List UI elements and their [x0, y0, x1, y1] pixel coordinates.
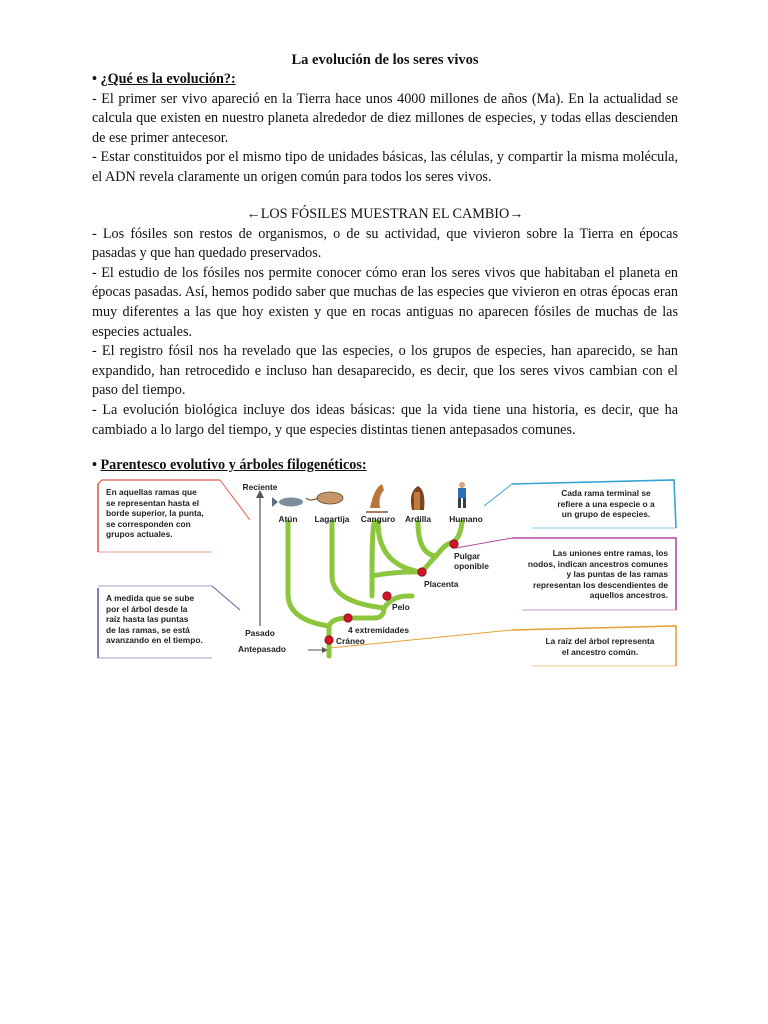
- callout-line: raíz hasta las puntas: [106, 614, 189, 625]
- species-label: Canguro: [360, 514, 396, 524]
- callout-line: refiere a una especie o a: [557, 498, 655, 509]
- callout-line: nodos, indican ancestros comunes: [527, 558, 668, 569]
- callout-line: A medida que se sube: [106, 593, 195, 603]
- paragraph: - Estar constituidos por el mismo tipo de unidades básicas, las células, y compartir la misma molécula, el ADN revela claramente un origen común para todos los seres vivos.: [92, 149, 678, 185]
- trait-label: Cráneo: [336, 636, 365, 646]
- callout-line: aquellos ancestros.: [589, 590, 668, 601]
- bullet: •: [92, 71, 97, 87]
- callout-line: La raíz del árbol representa: [545, 636, 655, 646]
- callout-nodes: [516, 548, 668, 601]
- callout-line: se representan hasta el: [106, 497, 200, 508]
- kangaroo-icon: [366, 484, 388, 512]
- human-icon: [458, 482, 466, 508]
- section-heading: Parentesco evolutivo y árboles filogenéticos:: [100, 457, 367, 473]
- callout-root: [532, 636, 668, 657]
- squirrel-icon: [411, 486, 425, 510]
- species-label: Atún: [278, 514, 298, 524]
- paragraph: - El registro fósil nos ha revelado que las especies, o los grupos de especies, han aparecido, se han expandido, han retrocedido e incluso han desaparecido, es decir, que los seres vivos cambian con el paso del tiempo.: [92, 343, 678, 399]
- callout-line: avanzando en el tiempo.: [106, 635, 203, 646]
- axis-recent-label: Reciente: [242, 482, 278, 492]
- callout-line: representan los descendientes de: [533, 579, 668, 590]
- trait-label: Placenta: [424, 579, 459, 589]
- paragraph: - El primer ser vivo apareció en la Tierra hace unos 4000 millones de años (Ma). En la actualidad se calcula que existen en nuestro planeta alrededor de diez millones de especies, y todas ellas descienden de ese primer antecesor.: [92, 90, 678, 146]
- paragraph: - La evolución biológica incluye dos ideas básicas: que la vida tiene una historia, es decir, que ha cambiado a lo largo del tiempo, y que especies distintas tienen antepasados comunes.: [92, 401, 678, 438]
- callout-line: borde superior, la punta,: [106, 508, 204, 519]
- callout-line: un grupo de especies.: [561, 509, 651, 520]
- paragraph: - El estudio de los fósiles nos permite conocer cómo eran los seres vivos que habitaban el planeta en épocas pasadas. Así, hemos podido saber que muchas de las especies que vivieron en otras épocas eran muy diferentes a las que hoy existen y que en rocas antiguas no aparecen fósiles de muchas de las especies actuales.: [92, 264, 678, 340]
- lizard-icon: [306, 492, 343, 504]
- callout-line: Cada rama terminal se: [561, 488, 651, 498]
- trait-label: Pelo: [392, 602, 410, 612]
- callout-line: se corresponden con: [106, 518, 191, 529]
- callout-line: y las puntas de las ramas: [566, 569, 668, 580]
- section-phylogenetic: [92, 456, 678, 476]
- callout-line: por el árbol desde la: [106, 603, 188, 614]
- callout-line: de las ramas, se está: [106, 624, 190, 635]
- trait-label: 4 extremidades: [348, 625, 409, 635]
- section-heading: ←LOS FÓSILES MUESTRAN EL CAMBIO→: [246, 206, 524, 222]
- callout-line: grupos actuales.: [106, 529, 173, 540]
- callout-line: Las uniones entre ramas, los: [552, 548, 668, 558]
- callout-terminal-branch: [542, 488, 670, 520]
- phylogenetic-tree-figure: [92, 476, 680, 672]
- document-title: La evolución de los seres vivos: [291, 52, 479, 68]
- species-label: Lagartija: [314, 514, 350, 524]
- paragraph: - Los fósiles son restos de organismos, o de su actividad, que vivieron sobre la Tierra en épocas pasadas y que han quedado preservados.: [92, 225, 678, 262]
- trait-label: oponible: [454, 561, 489, 571]
- callout-time-direction: [106, 593, 203, 646]
- ancestor-label: Antepasado: [238, 644, 286, 654]
- species-label: Ardilla: [404, 514, 432, 524]
- callout-line: el ancestro común.: [561, 646, 639, 657]
- callout-line: En aquellas ramas que: [106, 487, 197, 497]
- species-label: Humano: [449, 514, 483, 524]
- tuna-icon: [272, 497, 303, 507]
- trait-label: Pulgar: [454, 551, 481, 561]
- section-what-is-evolution: [92, 70, 678, 188]
- section-fossils: [92, 205, 678, 440]
- axis-past-label: Pasado: [245, 628, 275, 638]
- bullet: •: [92, 457, 97, 473]
- section-heading: ¿Qué es la evolución?:: [100, 71, 236, 87]
- callout-current-groups: [106, 487, 204, 540]
